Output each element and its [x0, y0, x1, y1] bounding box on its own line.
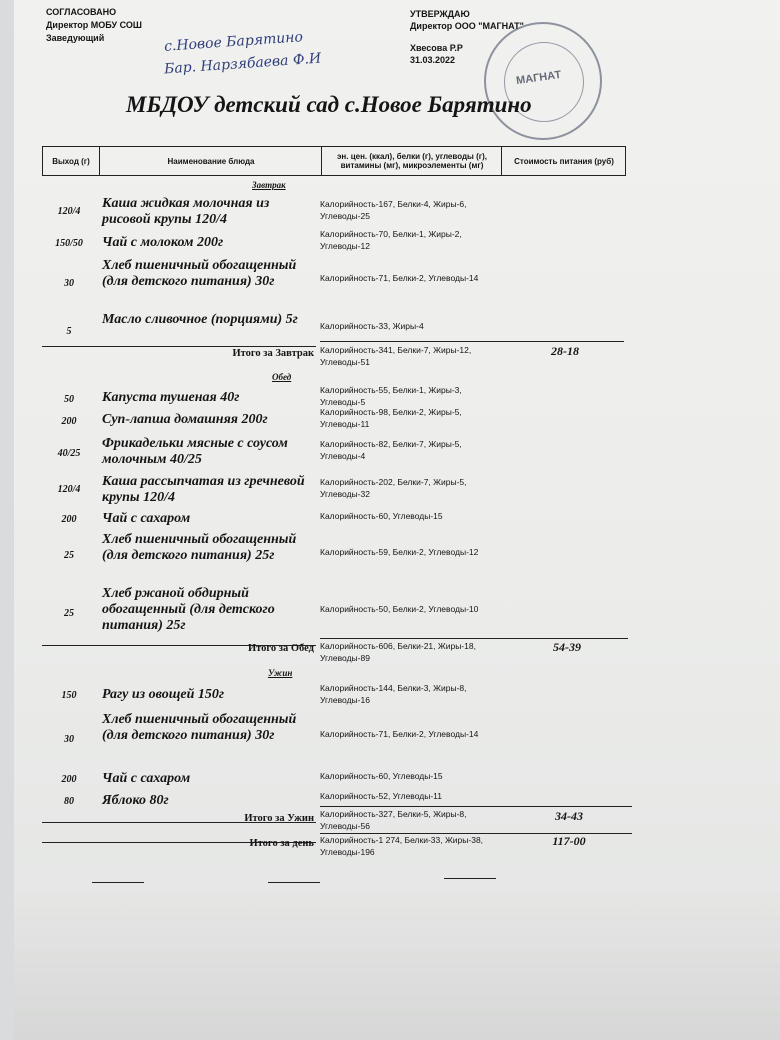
table-header: [42, 146, 626, 176]
total-label-lunch: Итого за Обед: [247, 643, 314, 654]
item-nutrition: Калорийность-59, Белки-2, Углеводы-12: [320, 547, 479, 557]
item-nutrition: Калорийность-70, Белки-1, Жиры-2, Углеводы-12: [320, 229, 462, 251]
item-nutrition: Калорийность-167, Белки-4, Жиры-6, Углеводы-25: [320, 199, 467, 221]
item-nutrition: Калорийность-144, Белки-3, Жиры-8, Углеводы-16: [320, 683, 467, 705]
item-output: 25: [64, 608, 74, 619]
item-dish: Рагу из овощей 150г: [102, 687, 225, 702]
item-nutrition: Калорийность-82, Белки-7, Жиры-5, Углеводы-4: [320, 439, 462, 461]
meal-title-lunch: Обед: [272, 372, 292, 382]
divider: [320, 806, 632, 807]
total-label-day: Итого за день: [249, 838, 314, 849]
item-nutrition: Калорийность-60, Углеводы-15: [320, 511, 443, 521]
item-dish: Чай с сахаром: [102, 511, 191, 526]
item-dish: Чай с сахаром: [102, 771, 191, 786]
item-nutrition: Калорийность-71, Белки-2, Углеводы-14: [320, 729, 479, 739]
approval-left-role: Заведующий: [46, 33, 105, 43]
item-nutrition: Калорийность-33, Жиры-4: [320, 321, 424, 331]
meal-title-breakfast: Завтрак: [252, 180, 286, 190]
page-title: МБДОУ детский сад с.Новое Барятино: [126, 92, 532, 117]
divider: [320, 341, 624, 342]
item-output: 5: [66, 326, 72, 337]
total-nutrition-day: Калорийность-1 274, Белки-33, Жиры-38, Углеводы-196: [320, 835, 484, 857]
signature-line: [444, 878, 496, 879]
item-dish: Каша жидкая молочная из рисовой крупы 120/4: [102, 196, 270, 227]
approval-right-position: Директор ООО "МАГНАТ": [410, 21, 524, 31]
total-cost-day: 117-00: [552, 834, 586, 848]
item-output: 200: [61, 774, 77, 785]
divider: [320, 638, 628, 639]
header-nutrition: эн. цен. (ккал), белки (г), углеводы (г), витамины (мг), микроэлементы (мг): [321, 147, 502, 175]
document-page: [14, 0, 780, 1040]
item-output: 30: [64, 278, 74, 289]
header-output: Выход (г): [52, 156, 90, 166]
item-output: 150/50: [55, 238, 83, 249]
meal-title-dinner: Ужин: [268, 668, 293, 678]
item-dish: Каша рассыпчатая из гречневой крупы 120/4: [102, 474, 305, 505]
approval-left: [46, 6, 142, 45]
item-nutrition: Калорийность-55, Белки-1, Жиры-3, Углеводы-5: [320, 385, 462, 407]
total-nutrition-lunch: Калорийность-606, Белки-21, Жиры-18, Углеводы-89: [320, 641, 476, 663]
signature-bottom: Бар. Нарзябаева Ф.И: [163, 50, 322, 78]
item-nutrition: Калорийность-71, Белки-2, Углеводы-14: [320, 273, 479, 283]
total-label-dinner: Итого за Ужин: [244, 813, 314, 824]
header-dish: Наименование блюда: [99, 147, 322, 175]
item-output: 30: [64, 734, 74, 745]
item-output: 150: [61, 690, 77, 701]
stamp: [484, 22, 602, 140]
item-dish: Фрикадельки мясные с соусом молочным 40/25: [102, 436, 288, 467]
approval-left-position: Директор МОБУ СОШ: [46, 20, 142, 30]
paper-shadow: [14, 885, 780, 1040]
total-cost-breakfast: 28-18: [551, 344, 579, 358]
item-output: 40/25: [57, 448, 81, 459]
approval-right-name: Хвесова Р.Р: [410, 43, 463, 53]
approval-left-label: СОГЛАСОВАНО: [46, 7, 117, 17]
item-nutrition: Калорийность-98, Белки-2, Жиры-5, Углеводы-11: [320, 407, 462, 429]
stamp-text: МАГНАТ: [515, 68, 563, 88]
item-dish: Чай с молоком 200г: [102, 235, 224, 250]
total-label-breakfast: Итого за Завтрак: [232, 348, 314, 359]
item-dish: Хлеб пшеничный обогащенный (для детского питания) 30г: [102, 258, 297, 289]
item-dish: Хлеб пшеничный обогащенный (для детского питания) 25г: [102, 532, 297, 563]
item-output: 25: [64, 550, 74, 561]
item-dish: Яблоко 80г: [102, 793, 169, 808]
item-dish: Капуста тушеная 40г: [102, 390, 240, 405]
item-output: 200: [61, 416, 77, 427]
item-output: 200: [61, 514, 77, 525]
approval-right-date: 31.03.2022: [410, 55, 456, 65]
header-cost: Стоимость питания (руб): [501, 147, 626, 175]
signature-top: с.Новое Барятино: [163, 29, 304, 55]
signature-line: [92, 882, 144, 883]
signature-line: [268, 882, 320, 883]
item-output: 50: [64, 394, 74, 405]
item-dish: Хлеб пшеничный обогащенный (для детского питания) 30г: [102, 712, 297, 743]
approval-right-label: УТВЕРЖДАЮ: [410, 9, 470, 19]
total-cost-lunch: 54-39: [553, 640, 581, 654]
item-dish: Суп-лапша домашняя 200г: [102, 412, 268, 427]
item-output: 80: [64, 796, 74, 807]
total-cost-dinner: 34-43: [555, 809, 583, 823]
item-dish: Масло сливочное (порциями) 5г: [102, 312, 298, 327]
total-nutrition-breakfast: Калорийность-341, Белки-7, Жиры-12, Углеводы-51: [320, 345, 472, 367]
item-nutrition: Калорийность-202, Белки-7, Жиры-5, Углеводы-32: [320, 477, 467, 499]
item-output: 120/4: [57, 206, 81, 217]
item-output: 120/4: [57, 484, 81, 495]
divider: [42, 346, 316, 347]
item-nutrition: Калорийность-50, Белки-2, Углеводы-10: [320, 604, 479, 614]
total-nutrition-dinner: Калорийность-327, Белки-5, Жиры-8, Углеводы-56: [320, 809, 467, 831]
item-nutrition: Калорийность-60, Углеводы-15: [320, 771, 443, 781]
item-nutrition: Калорийность-52, Углеводы-11: [320, 791, 442, 801]
item-dish: Хлеб ржаной обдирный обогащенный (для детского питания) 25г: [102, 586, 275, 633]
